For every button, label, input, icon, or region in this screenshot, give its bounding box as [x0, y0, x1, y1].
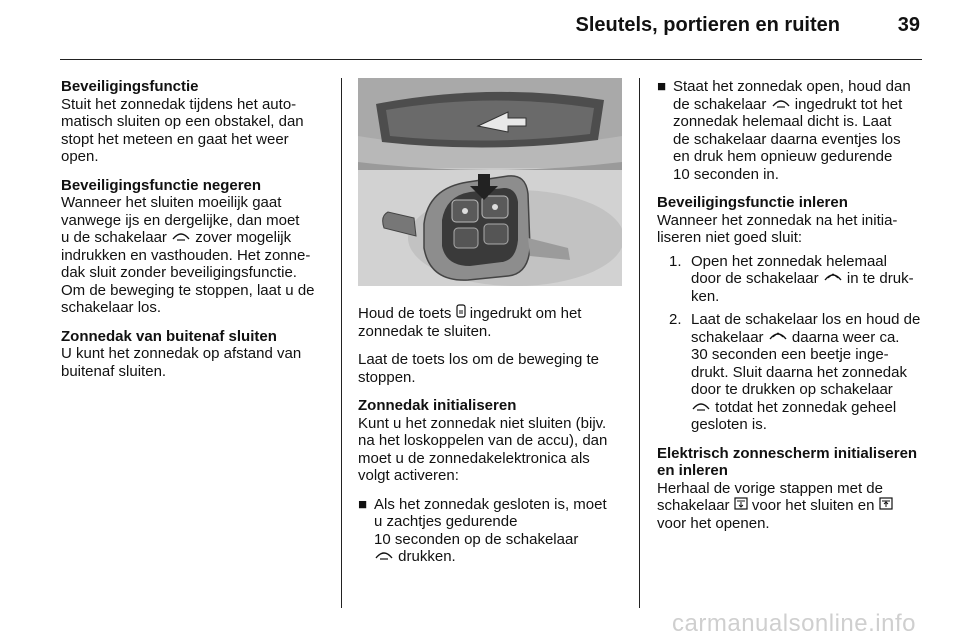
sunroof-switch-icon — [374, 548, 394, 566]
text-line: zonnedak te sluiten. — [358, 322, 492, 340]
column-1 — [61, 78, 331, 391]
heading-buitenaf-sluiten: Zonnedak van buitenaf sluiten — [61, 327, 277, 345]
page-number: 39 — [897, 14, 920, 36]
heading-beveiligingsfunctie-inleren: Beveiligingsfunctie inleren — [657, 194, 848, 211]
text-line: door te drukken op schakelaar — [691, 381, 893, 398]
text-line: Houd de toets ingedrukt om het — [358, 305, 582, 322]
list-item — [657, 253, 927, 306]
text-line: moet u de zonnedakelektronica als — [358, 449, 590, 467]
text-line: liseren niet goed sluit: — [657, 229, 803, 246]
list-item — [657, 78, 927, 183]
text-line: ken. — [691, 287, 720, 305]
text-line: 10 seconden in. — [673, 165, 779, 183]
text-line: Laat de toets los om de beweging te — [358, 351, 599, 368]
text-line: schakelaar voor het sluiten en — [657, 497, 927, 515]
text-line: 10 seconden op de schakelaar — [374, 530, 579, 548]
list-item — [657, 311, 927, 434]
paragraph-negeren — [61, 194, 331, 317]
text-line: dak sluit zonder beveiligingsfunctie. — [61, 264, 297, 281]
text-line: vanwege ijs en dergelijke, dan moet — [61, 211, 300, 229]
paragraph-buitenaf — [61, 345, 331, 380]
sunshade-open-icon — [879, 497, 893, 515]
text-line: Staat het zonnedak open, houd dan — [673, 78, 911, 95]
paragraph-initialiseren — [358, 415, 628, 485]
text-line: drukt. Sluit daarna het zonnedak — [691, 363, 907, 381]
column-divider-right — [639, 78, 640, 608]
list-number: 1. — [669, 252, 682, 270]
text-line: en druk hem opnieuw gedurende — [673, 148, 893, 165]
text-line: gesloten is. — [691, 416, 767, 433]
sunshade-close-icon — [734, 497, 748, 515]
text-line: matisch sluiten op een obstakel, dan — [61, 113, 304, 130]
paragraph-laat-toets-los — [358, 351, 628, 386]
paragraph-houd-toets — [358, 304, 628, 340]
text-line: en inleren — [657, 462, 728, 479]
heading-beveiligingsfunctie: Beveiligingsfunctie — [61, 78, 199, 95]
text-line: zonnedak helemaal dicht is. Laat — [673, 113, 892, 130]
text-line: u zachtjes gedurende — [374, 513, 518, 530]
bullet-marker: ■ — [358, 495, 368, 513]
text-line: Open het zonnedak helemaal — [691, 252, 887, 270]
sunroof-tilt-switch-icon — [768, 329, 788, 347]
text-line: Herhaal de vorige stappen met de — [657, 479, 883, 497]
text-line: 30 seconden een beetje inge- — [691, 346, 889, 363]
text-line: Wanneer het sluiten moeilijk gaat — [61, 194, 282, 211]
page-header-title: Sleutels, portieren en ruiten — [575, 14, 840, 36]
text-line: indrukken en vasthouden. Het zonne- — [61, 246, 311, 264]
text-line: Wanneer het zonnedak na het initia- — [657, 211, 898, 229]
column-3 — [657, 78, 927, 543]
list-item — [358, 496, 628, 566]
paragraph-beveiligingsfunctie — [61, 96, 331, 166]
sunroof-switch-icon — [691, 399, 711, 417]
text-line: buitenaf sluiten. — [61, 362, 167, 380]
text-line: U kunt het zonnedak op afstand van — [61, 345, 302, 362]
text-line: na het loskoppelen van de accu), dan — [358, 432, 608, 449]
text-line: de schakelaar ingedrukt tot het — [673, 95, 903, 113]
heading-zonnedak-initialiseren: Zonnedak initialiseren — [358, 397, 517, 414]
watermark: carmanualsonline.info — [672, 610, 916, 637]
text-line: Als het zonnedak gesloten is, moet — [374, 495, 607, 513]
text-line: Elektrisch zonnescherm initialiseren — [657, 444, 918, 462]
text-line: schakelaar los. — [61, 299, 162, 316]
heading-zonnescherm — [657, 445, 927, 480]
key-fob-sunroof-photo — [358, 78, 622, 286]
column-2 — [358, 304, 628, 577]
text-line: Kunt u het zonnedak niet sluiten (bijv. — [358, 414, 607, 432]
paragraph-zonnescherm — [657, 480, 927, 533]
text-line: drukken. — [374, 548, 628, 566]
heading-beveiligingsfunctie-negeren: Beveiligingsfunctie negeren — [61, 176, 262, 194]
header-rule — [60, 59, 922, 60]
text-line: volgt activeren: — [358, 467, 459, 484]
text-line: open. — [61, 148, 99, 165]
bullet-marker: ■ — [657, 78, 667, 95]
paragraph-inleren — [657, 212, 927, 247]
text-line: door de schakelaar in te druk- — [691, 270, 914, 287]
sunroof-switch-icon — [771, 96, 791, 114]
text-line: voor het openen. — [657, 514, 770, 532]
text-line: de schakelaar daarna eventjes los — [673, 130, 901, 148]
sunroof-tilt-switch-icon — [823, 270, 843, 288]
text-line: Om de beweging te stoppen, laat u de — [61, 281, 315, 299]
list-number: 2. — [669, 311, 682, 328]
text-line: stopt het meteen en gaat het weer — [61, 130, 289, 148]
column-divider-left — [341, 78, 342, 608]
text-line: u de schakelaar zover mogelijk — [61, 229, 292, 246]
sunroof-switch-icon — [171, 229, 191, 247]
text-line: Stuit het zonnedak tijdens het auto- — [61, 95, 297, 113]
text-line: stoppen. — [358, 368, 416, 386]
text-line: totdat het zonnedak geheel — [691, 399, 927, 417]
key-lock-button-icon — [456, 304, 466, 323]
text-line: schakelaar daarna weer ca. — [691, 328, 900, 346]
text-line: Laat de schakelaar los en houd de — [691, 311, 921, 328]
